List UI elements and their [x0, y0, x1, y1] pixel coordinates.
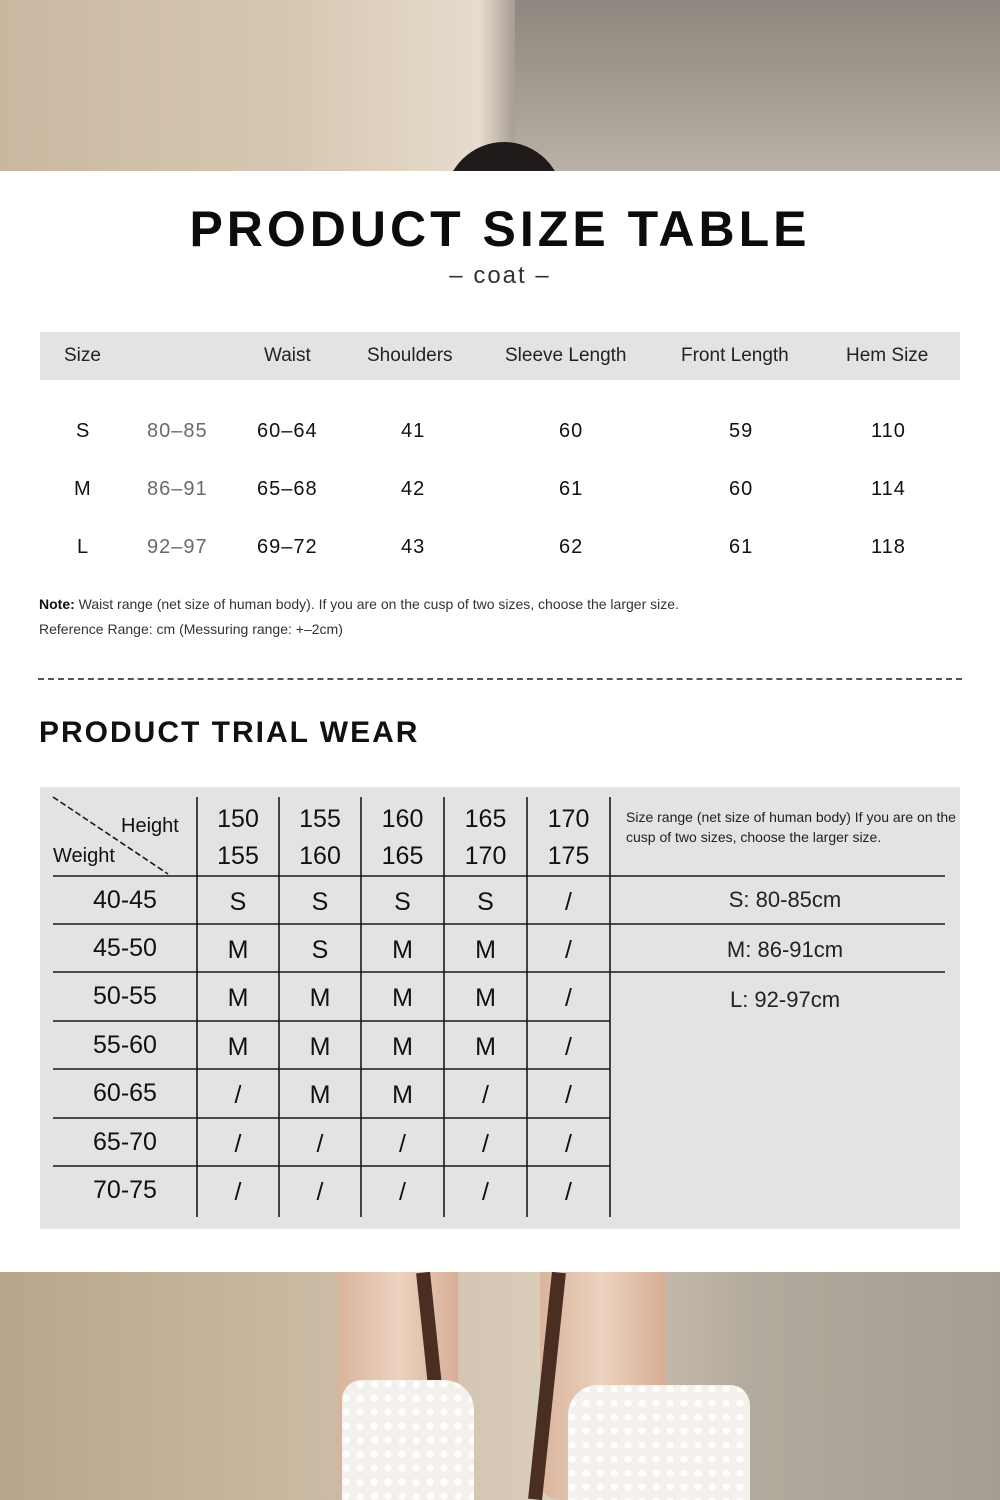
trial-size-cell: /	[565, 888, 572, 916]
row-waist: 69–72	[257, 536, 318, 558]
trial-size-cell: M	[475, 1033, 496, 1061]
trial-wear-table	[40, 787, 960, 1229]
row-range: 92–97	[147, 536, 208, 558]
trial-size-cell: /	[482, 1130, 489, 1158]
lace-sock-left	[342, 1380, 474, 1500]
row-sleeve: 62	[559, 536, 584, 558]
trial-size-cell: /	[316, 1130, 324, 1158]
trial-size-cell: M	[309, 1081, 331, 1109]
size-row-l	[0, 536, 1000, 560]
trial-size-cell: M	[309, 1033, 331, 1061]
trial-size-cell: /	[565, 1033, 572, 1061]
trial-size-cell: M	[392, 1081, 413, 1109]
photo-background-wall	[515, 0, 1000, 171]
weight-row-label: 55-60	[93, 1031, 157, 1059]
size-range-s: S: 80-85cm	[728, 887, 842, 912]
lace-sock-right	[568, 1385, 750, 1500]
header-front-length: Front Length	[681, 345, 789, 366]
height-col-2: 155 160	[299, 805, 341, 870]
trial-size-cell: /	[565, 1081, 572, 1109]
trial-size-cell: M	[392, 984, 413, 1012]
weight-row-label: 45-50	[93, 934, 157, 962]
trial-size-cell: S	[229, 888, 247, 916]
row-hem: 114	[871, 478, 906, 500]
header-shoulders: Shoulders	[367, 345, 453, 366]
page-subtitle: – coat –	[449, 262, 551, 289]
weight-row-label: 70-75	[93, 1176, 157, 1204]
trial-size-cell: /	[234, 1178, 242, 1206]
header-hem-size: Hem Size	[846, 345, 929, 366]
trial-size-cell: /	[482, 1178, 489, 1206]
weight-row-label: 65-70	[93, 1128, 157, 1156]
row-waist: 65–68	[257, 478, 318, 500]
trial-size-cell: S	[477, 888, 494, 916]
trial-size-cell: /	[565, 984, 572, 1012]
trial-size-cell: /	[482, 1081, 489, 1109]
top-product-photo	[0, 0, 1000, 171]
section-divider	[38, 678, 962, 680]
size-range-m: M: 86-91cm	[726, 937, 844, 962]
page-title: PRODUCT SIZE TABLE	[189, 201, 811, 257]
height-col-5: 170 175	[547, 805, 590, 870]
header-size: Size	[64, 345, 101, 366]
trial-size-cell: M	[227, 1033, 249, 1061]
weight-axis-label: Weight	[53, 845, 115, 867]
weight-row-label: 60-65	[93, 1079, 157, 1107]
row-sleeve: 61	[559, 478, 584, 500]
trial-size-cell: S	[394, 888, 411, 916]
height-col-1: 150 155	[217, 805, 259, 870]
row-hem: 118	[871, 536, 906, 558]
height-col-3: 160 165	[381, 805, 424, 870]
trial-size-cell: /	[565, 936, 572, 964]
trial-size-cell: /	[399, 1130, 406, 1158]
size-table-header	[40, 332, 960, 380]
height-axis-label: Height	[121, 815, 179, 837]
trial-size-cell: M	[227, 936, 249, 964]
bottom-product-photo	[0, 1272, 1000, 1500]
trial-size-cell: M	[227, 984, 249, 1012]
trial-size-cell: /	[234, 1081, 242, 1109]
weight-row-label: 40-45	[93, 886, 157, 914]
trial-size-cell: M	[475, 984, 496, 1012]
row-shoulders: 42	[401, 478, 426, 500]
row-size: M	[74, 478, 92, 500]
trial-size-cell: /	[399, 1178, 406, 1206]
note-text: Waist range (net size of human body). If you are on the cusp of two sizes, choose the larger size.	[74, 596, 679, 612]
row-shoulders: 41	[401, 420, 426, 442]
size-row-m	[0, 478, 1000, 502]
row-range: 86–91	[147, 478, 208, 500]
row-waist: 60–64	[257, 420, 318, 442]
trial-size-cell: /	[316, 1178, 324, 1206]
trial-size-cell: M	[392, 1033, 413, 1061]
trial-size-cell: M	[392, 936, 413, 964]
size-range-l: L: 92-97cm	[729, 987, 841, 1012]
row-front: 60	[729, 478, 754, 500]
height-col-4: 165 170	[464, 805, 507, 870]
weight-row-label: 50-55	[93, 982, 157, 1010]
row-size: S	[76, 420, 91, 442]
header-waist: Waist	[264, 345, 311, 366]
trial-size-cell: /	[565, 1178, 572, 1206]
size-row-s	[0, 420, 1000, 444]
trial-size-cell: /	[234, 1130, 242, 1158]
reference-range-note: Reference Range: cm (Messuring range: +–2cm)	[39, 621, 343, 637]
header-sleeve-length: Sleeve Length	[505, 345, 627, 366]
trial-size-cell: S	[311, 936, 329, 964]
size-note	[39, 596, 679, 612]
row-shoulders: 43	[401, 536, 426, 558]
row-sleeve: 60	[559, 420, 584, 442]
trial-size-cell: M	[309, 984, 331, 1012]
row-front: 61	[729, 536, 754, 558]
trial-size-cell: M	[475, 936, 496, 964]
trial-wear-title: PRODUCT TRIAL WEAR	[39, 716, 420, 749]
row-front: 59	[729, 420, 754, 442]
size-range-note: Size range (net size of human body) If you are on the cusp of two sizes, choose the larger size.	[626, 809, 956, 845]
row-hem: 110	[871, 420, 906, 442]
trial-size-cell: /	[565, 1130, 572, 1158]
note-label: Note:	[39, 596, 75, 612]
row-size: L	[77, 536, 90, 558]
trial-size-cell: S	[311, 888, 329, 916]
row-range: 80–85	[147, 420, 208, 442]
